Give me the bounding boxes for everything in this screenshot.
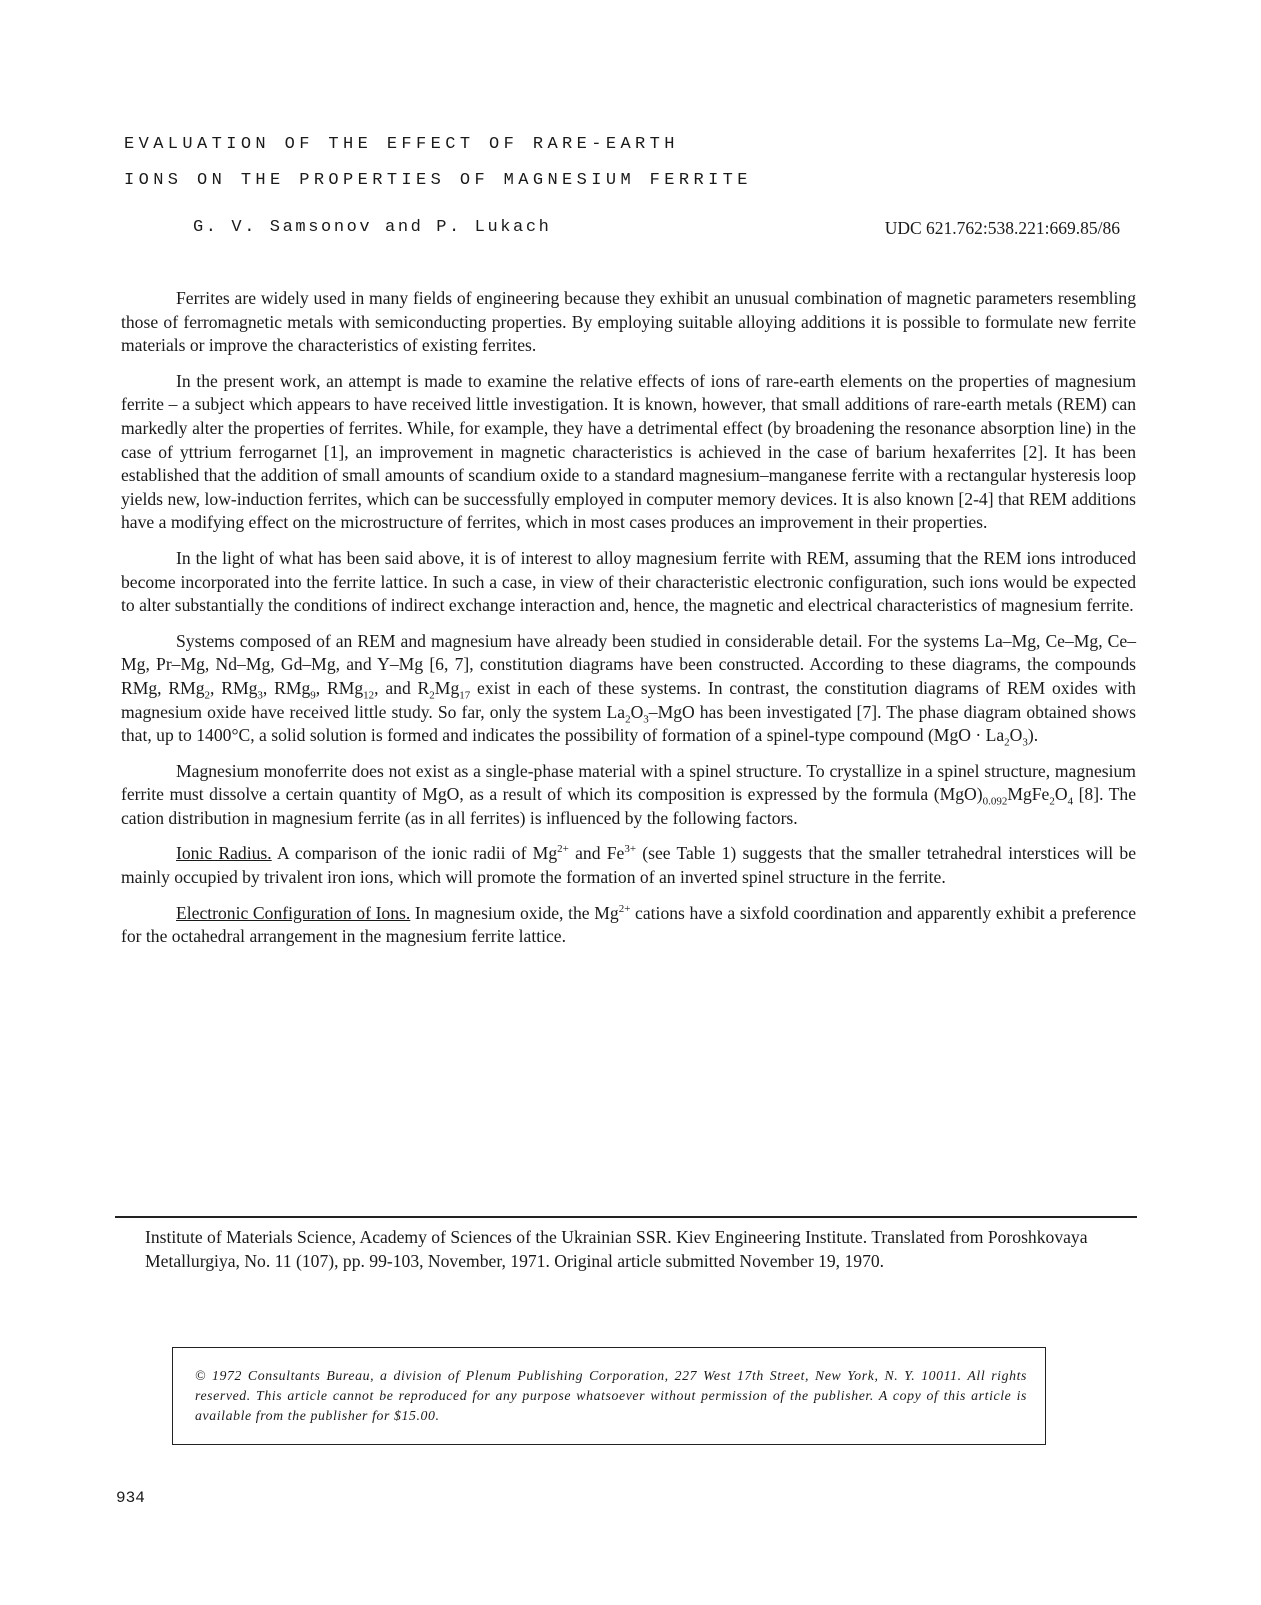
- p4-subscript: 17: [459, 689, 471, 702]
- p4-text: Systems composed of an REM and magnesium have already been studied in considerable detail. For the systems La–Mg, Ce–Mg, Ce–Mg, Pr–Mg, Nd–Mg, Gd–Mg, and Y–Mg [6, 7], constitution diagrams have been constructed. According to these diagrams, the compounds RMg, RMg: [121, 630, 1136, 698]
- p4-subscript: 2: [1004, 736, 1010, 749]
- p5-text: Magnesium monoferrite does not exist as a single-phase material with a spinel structure. To crystallize in a spinel structure, magnesium ferrite must dissolve a certain quantity of MgO, as a result of which its composition is expressed by the formula (MgO): [121, 760, 1136, 805]
- p6-superscript: 2+: [557, 843, 569, 856]
- page-number: 934: [116, 1489, 145, 1507]
- p7-text: cations have a sixfold coordination and apparently exhibit a preference for the octahedral arrangement in the magnesium ferrite lattice.: [121, 902, 1137, 947]
- p4-text: , RMg: [210, 677, 258, 698]
- p4-subscript: 12: [363, 689, 375, 702]
- section-heading-electronic-configuration: Electronic Configuration of Ions.: [176, 902, 411, 923]
- p6-text: and Fe: [568, 843, 625, 864]
- p4-text: O: [1009, 725, 1023, 746]
- p4-subscript: 9: [310, 689, 316, 702]
- p5-text: [8]. The cation distribution in magnesium ferrite (as in all ferrites) is influenced by the following factors.: [121, 784, 1137, 828]
- title-line-2: IONS ON THE PROPERTIES OF MAGNESIUM FERRITE: [124, 171, 752, 190]
- paragraph-4: [121, 630, 1136, 748]
- p4-text: , and R: [374, 677, 430, 698]
- paragraph-1: Ferrites are widely used in many fields of engineering because they exhibit an unusual combination of magnetic parameters resembling those of ferromagnetic metals with semiconducting properties. By employing suitable alloying additions it is possible to formulate new ferrite materials or improve the characteristics of existing ferrites.: [121, 288, 1136, 356]
- p4-subscript: 3: [1022, 736, 1028, 749]
- p4-text: exist in each of these systems. In contrast, the constitution diagrams of REM oxides with magnesium oxide have received little study. So far, only the system La: [121, 677, 1136, 722]
- paragraph-6: [121, 842, 1136, 889]
- p4-subscript: 2: [429, 689, 435, 702]
- p4-subscript: 2: [625, 713, 631, 726]
- paragraph-3: In the light of what has been said above, it is of interest to alloy magnesium ferrite with REM, assuming that the REM ions introduced become incorporated into the ferrite lattice. In such a case, in view of their characteristic electronic configuration, such ions would be expected to alter substantially the conditions of indirect exchange interaction and, hence, the magnetic and electrical characteristics of magnesium ferrite.: [121, 547, 1136, 616]
- p7-text: In magnesium oxide, the Mg: [410, 902, 619, 923]
- article-body: [121, 287, 1136, 961]
- paragraph-2: In the present work, an attempt is made to examine the relative effects of ions of rare-earth elements on the properties of magnesium ferrite – a subject which appears to have received little investigation. It is known, however, that small additions of rare-earth metals (REM) can markedly alter the properties of ferrites. While, for example, they have a detrimental effect (by broadening the resonance absorption line) in the case of yttrium ferrogarnet [1], an improvement in magnetic characteristics is achieved in the case of barium hexaferrites [2]. It has been established that the addition of small amounts of scandium oxide to a standard magnesium–manganese ferrite with a rectangular hysteresis loop yields new, low-induction ferrites, which can be successfully employed in computer memory devices. It is also known [2-4] that REM additions have a modifying effect on the microstructure of ferrites, which in most cases produces an improvement in their properties.: [121, 370, 1136, 533]
- p5-subscript: 4: [1067, 795, 1074, 808]
- authors: G. V. Samsonov and P. Lukach: [193, 218, 552, 237]
- p6-text: (see Table 1) suggests that the smaller tetrahedral interstices will be mainly occupied by trivalent iron ions, which will promote the formation of an inverted spinel structure in the ferrite.: [121, 843, 1136, 888]
- p4-text: –MgO has been investigated [7]. The phase diagram obtained shows that, up to 1400°C, a solid solution is formed and indicates the possibility of formation of a spinel-type compound (MgO · La: [121, 701, 1136, 746]
- title-line-1: EVALUATION OF THE EFFECT OF RARE-EARTH: [124, 135, 679, 154]
- affiliation-note: Institute of Materials Science, Academy of Sciences of the Ukrainian SSR. Kiev Engineering Institute. Translated from Poroshkovaya Metallurgiya, No. 11 (107), pp. 99-103, November, 1971. Original article submitted November 19, 1970.: [145, 1227, 1088, 1271]
- p4-text: , RMg: [315, 677, 364, 698]
- p4-text: Mg: [434, 677, 460, 698]
- p4-subscript: 3: [643, 713, 649, 726]
- p4-subscript: 2: [204, 689, 211, 702]
- p4-text: ).: [1027, 725, 1039, 746]
- p6-text: A comparison of the ionic radii of Mg: [271, 843, 558, 864]
- p4-text: , RMg: [262, 677, 311, 698]
- p6-superscript: 3+: [624, 843, 637, 856]
- udc-code: UDC 621.762:538.221:669.85/86: [884, 218, 1120, 238]
- p5-subscript: 2: [1049, 795, 1055, 808]
- copyright-text: © 1972 Consultants Bureau, a division of Plenum Publishing Corporation, 227 West 17th Street, New York, N. Y. 10011. All rights reserved. This article cannot be reproduced for any purpose whatsoever without permission of the publisher. A copy of this article is available from the publisher for $15.00.: [195, 1368, 1027, 1423]
- p5-text: O: [1054, 784, 1068, 805]
- paragraph-5: [121, 760, 1136, 831]
- footnote-divider: [115, 1216, 1137, 1218]
- p5-subscript: 0.092: [982, 795, 1008, 808]
- p5-text: MgFe: [1007, 784, 1050, 805]
- copyright-box: [172, 1347, 1046, 1445]
- p4-subscript: 3: [257, 689, 263, 702]
- paragraph-7: [121, 902, 1136, 949]
- section-heading-ionic-radius: Ionic Radius.: [176, 843, 272, 864]
- p4-text: O: [630, 701, 644, 722]
- p7-superscript: 2+: [618, 902, 631, 915]
